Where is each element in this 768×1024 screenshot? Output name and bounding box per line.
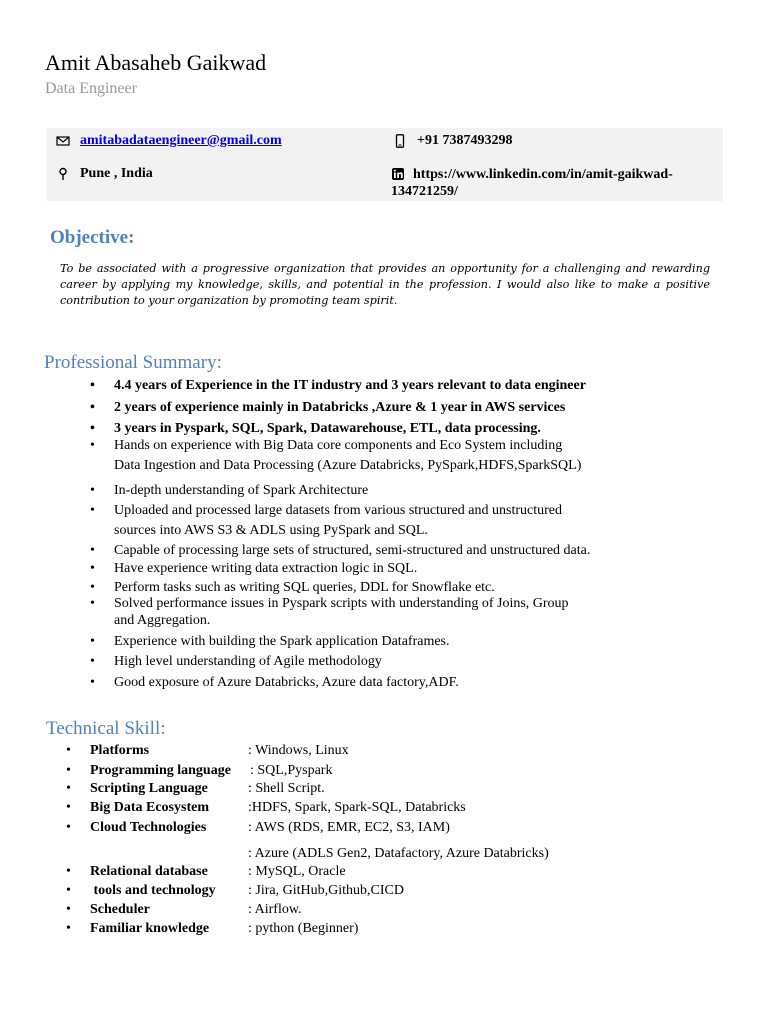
- list-item: • Capable of processing large sets of structured, semi-structured and unstructured data.: [114, 541, 590, 561]
- bullet-icon: •: [90, 483, 95, 498]
- bullet-icon: •: [66, 864, 71, 879]
- list-item: • 3 years in Pyspark, SQL, Spark, Datawarehouse, ETL, data processing.: [114, 419, 541, 439]
- bullet-icon: •: [90, 400, 95, 415]
- technical-skill-heading: Technical Skill:: [46, 718, 166, 739]
- linkedin-icon: [391, 167, 405, 181]
- email-icon: [56, 134, 70, 148]
- bullet-icon: •: [66, 921, 71, 936]
- linkedin-url-line-1: https://www.linkedin.com/in/amit-gaikwad-: [413, 167, 673, 182]
- linkedin-url[interactable]: [391, 166, 673, 200]
- list-item: • High level understanding of Agile methodology: [114, 652, 382, 672]
- bullet-icon: •: [90, 438, 95, 453]
- list-item: • Good exposure of Azure Databricks, Azure data factory,ADF.: [114, 673, 459, 693]
- email-link[interactable]: amitabadataengineer@gmail.com: [80, 133, 282, 148]
- bullet-icon: •: [66, 820, 71, 835]
- list-item: • Have experience writing data extraction logic in SQL.: [114, 559, 417, 579]
- contact-linkedin: [391, 166, 711, 200]
- contact-email: [56, 133, 282, 149]
- mobile-phone-icon: [393, 134, 407, 148]
- bullet-icon: •: [90, 378, 95, 393]
- bullet-icon: •: [66, 800, 71, 815]
- bullet-icon: •: [66, 743, 71, 758]
- objective-text: To be associated with a progressive organization that provides an opportunity for a challenging and rewarding career by applying my knowledge, skills, and potential in the profession. I would also like to make a positive contribution to your organization by promoting team spirit.: [60, 262, 710, 307]
- list-item: • Hands on experience with Big Data core components and Eco System including Data Ingestion and Data Processing (Azure Databricks, PySpark,HDFS,SparkSQL): [90, 438, 582, 473]
- list-item: • Perform tasks such as writing SQL queries, DDL for Snowflake etc.: [114, 578, 495, 598]
- contact-bar: [46, 128, 723, 201]
- list-item: • 2 years of experience mainly in Databricks ,Azure & 1 year in AWS services: [114, 398, 565, 418]
- bullet-icon: •: [90, 421, 95, 436]
- phone-number: +91 7387493298: [417, 133, 513, 148]
- bullet-icon: •: [90, 634, 95, 649]
- bullet-icon: •: [66, 763, 71, 778]
- location-pin-icon: [56, 167, 70, 181]
- linkedin-url-line-2: 134721259/: [391, 184, 458, 199]
- bullet-icon: •: [90, 675, 95, 690]
- bullet-icon: •: [90, 654, 95, 669]
- list-item: • Uploaded and processed large datasets from various structured and unstructured sources into AWS S3 & ADLS using PySpark and SQL.: [90, 503, 562, 538]
- bullet-icon: •: [90, 596, 95, 611]
- objective-heading: Objective:: [50, 227, 135, 248]
- bullet-icon: •: [66, 781, 71, 796]
- contact-location: [56, 166, 153, 182]
- list-item: • Solved performance issues in Pyspark scripts with understanding of Joins, Group and Aggregation.: [90, 596, 569, 628]
- bullet-icon: •: [66, 883, 71, 898]
- list-item: • 4.4 years of Experience in the IT industry and 3 years relevant to data engineer: [114, 376, 586, 396]
- job-title: Data Engineer: [45, 80, 137, 97]
- bullet-icon: •: [90, 561, 95, 576]
- list-item: • In-depth understanding of Spark Architecture: [114, 481, 368, 501]
- bullet-icon: •: [90, 580, 95, 595]
- bullet-icon: •: [66, 902, 71, 917]
- bullet-icon: •: [90, 543, 95, 558]
- list-item: • Experience with building the Spark application Dataframes.: [114, 632, 450, 652]
- bullet-icon: •: [90, 503, 95, 518]
- location-text: Pune , India: [80, 166, 153, 181]
- professional-summary-heading: Professional Summary:: [44, 352, 222, 373]
- candidate-name: Amit Abasaheb Gaikwad: [45, 50, 267, 75]
- contact-phone: [393, 133, 512, 149]
